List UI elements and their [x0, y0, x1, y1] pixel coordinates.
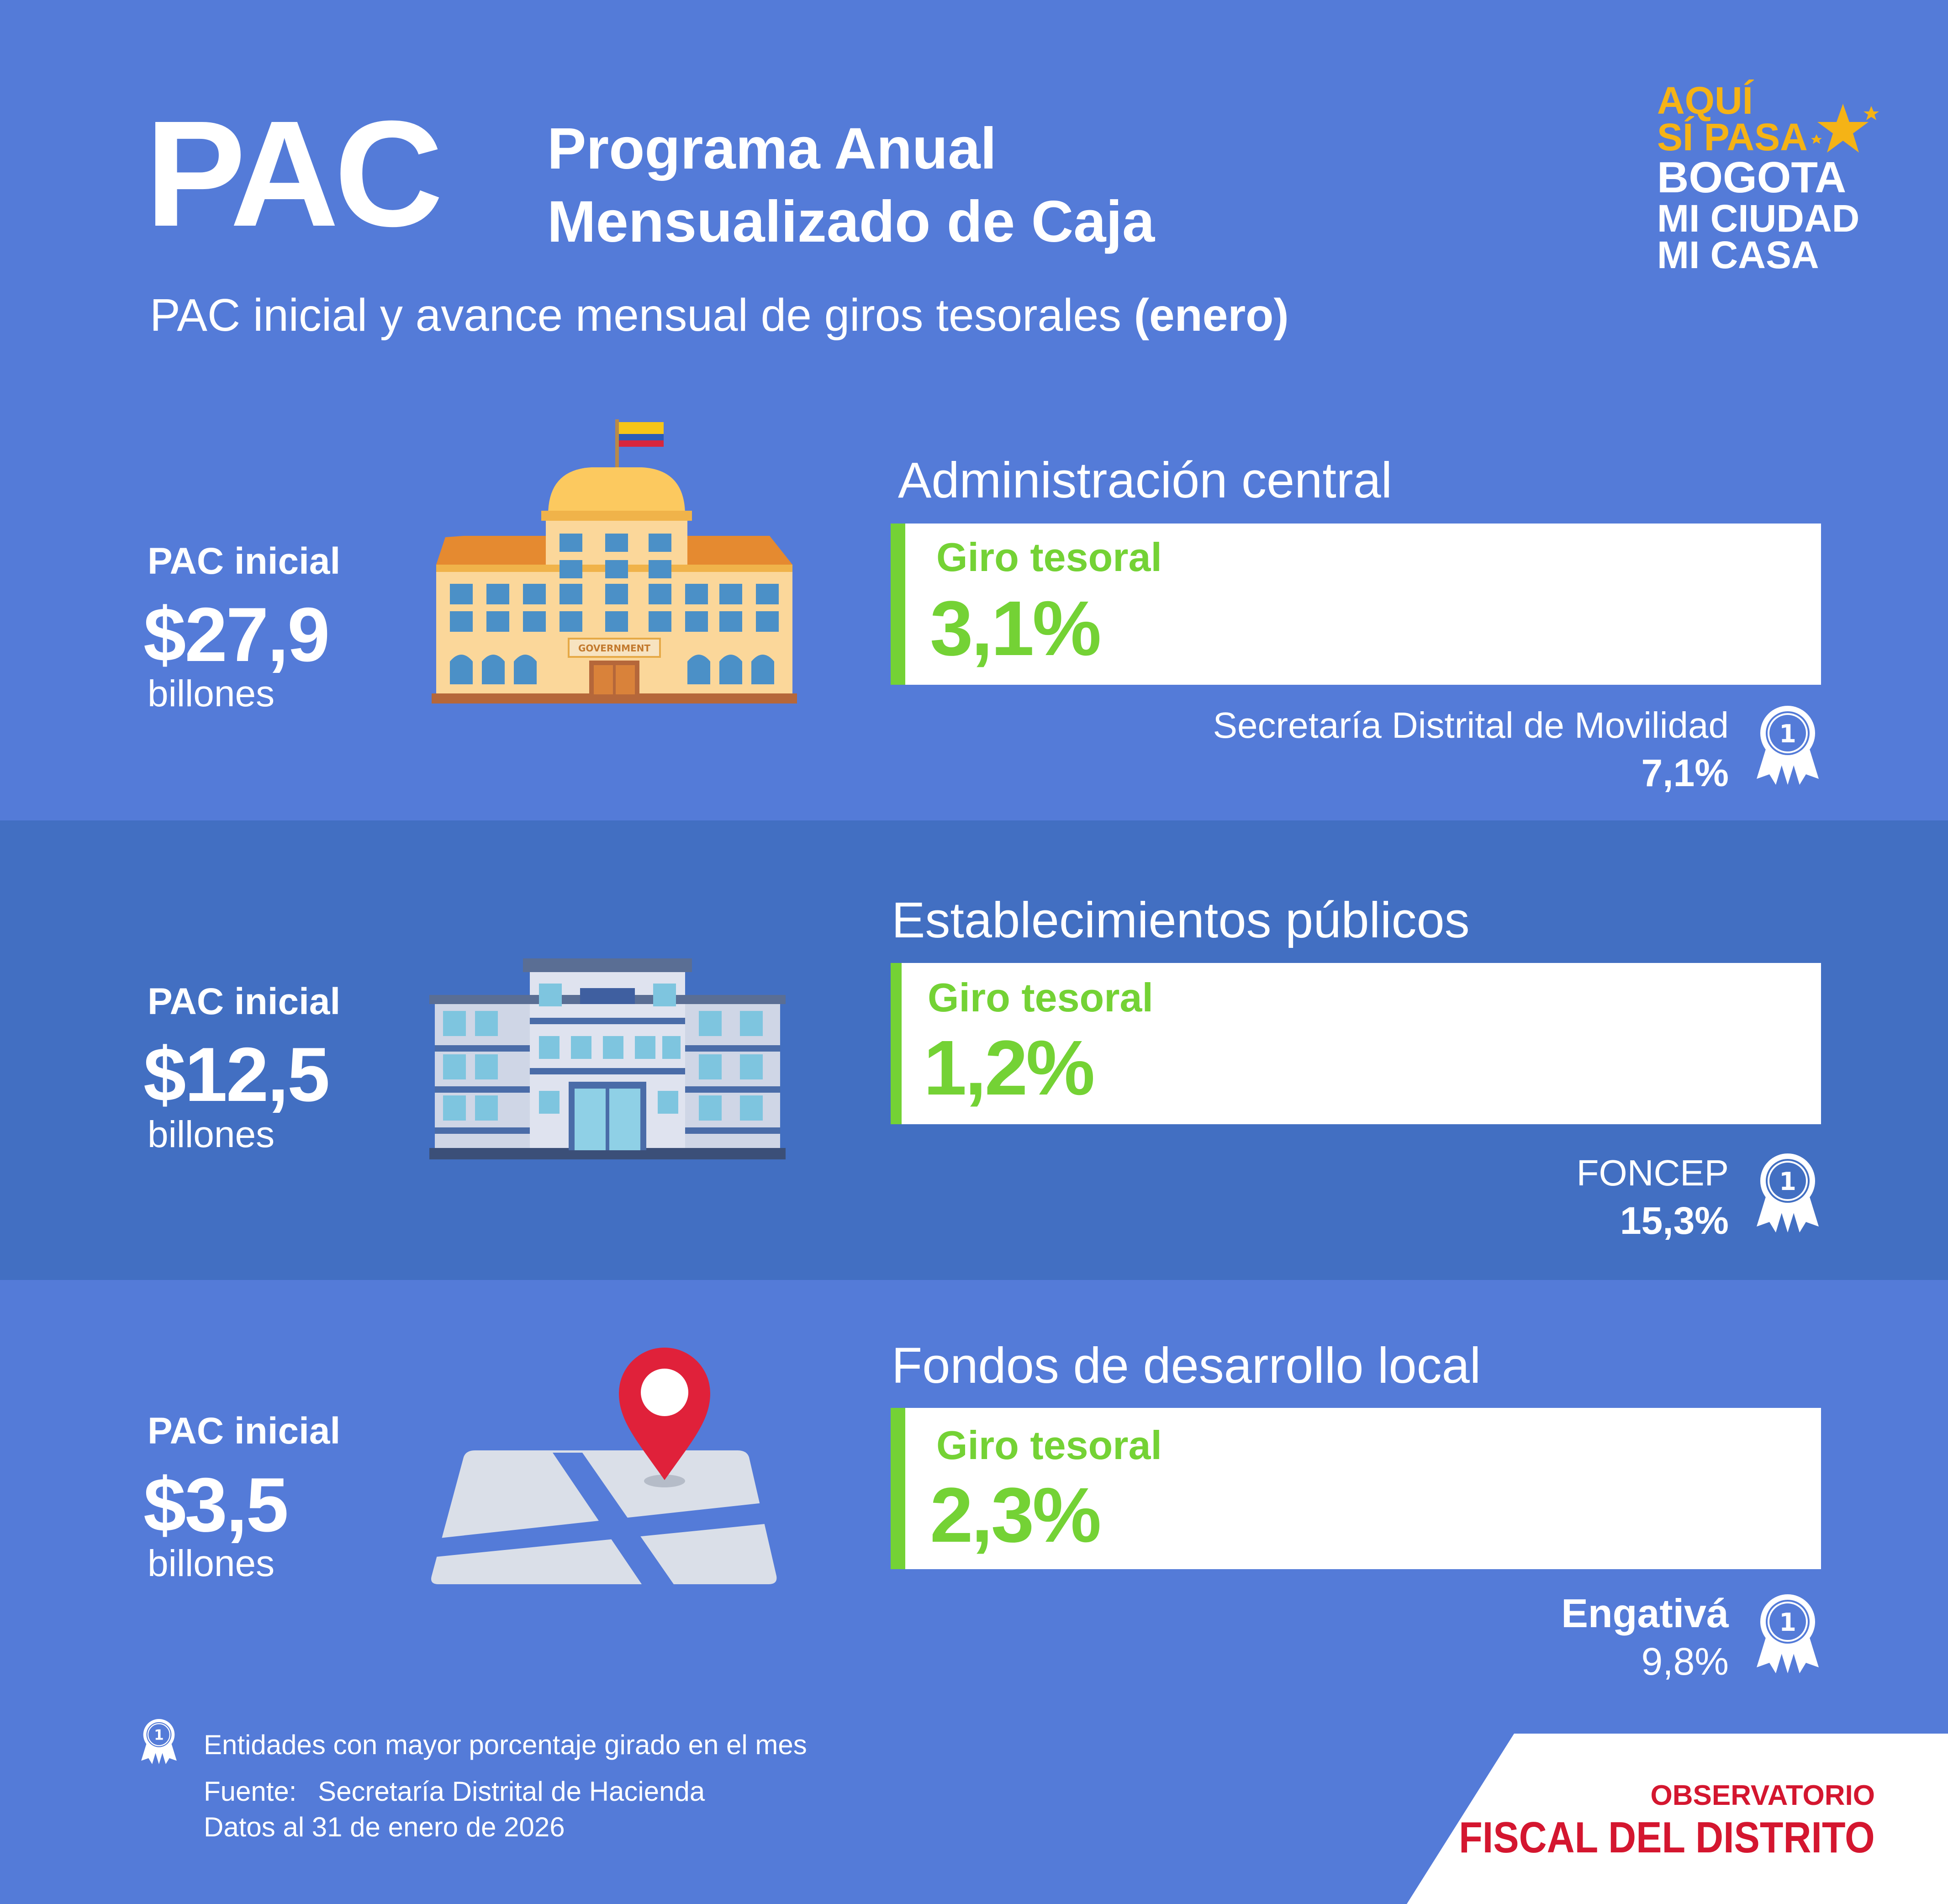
observatory-line-2: FISCAL DEL DISTRITO	[1459, 1813, 1875, 1862]
pac-label-2: PAC inicial	[148, 981, 341, 1022]
logo-line-4: MI CIUDAD	[1657, 197, 1860, 240]
rank-number-3: 1	[1779, 1608, 1796, 1637]
government-building-icon	[432, 419, 797, 712]
pac-unit-1: billones	[148, 673, 275, 714]
source-value: Secretaría Distrital de Hacienda	[318, 1776, 705, 1807]
logo-line-3: BOGOTA	[1657, 153, 1847, 202]
logo-line-5: MI CASA	[1657, 233, 1819, 276]
pac-unit-3: billones	[148, 1543, 275, 1584]
logo-line-2: SÍ PASA	[1657, 116, 1808, 159]
giro-card-1	[891, 524, 1821, 685]
top-entity-2: FONCEP	[1576, 1153, 1729, 1193]
subtitle-month: (enero)	[1134, 290, 1289, 341]
giro-card-2	[891, 963, 1821, 1124]
section-title-3: Fondos de desarrollo local	[892, 1338, 1481, 1394]
rank-medal-icon	[1756, 1592, 1820, 1677]
pac-unit-2: billones	[148, 1114, 275, 1155]
top-value-3: 9,8%	[1641, 1640, 1729, 1683]
date-note: Datos al 31 de enero de 2026	[204, 1812, 565, 1842]
title-line-1: Programa Anual	[547, 116, 997, 181]
observatory-line-1: OBSERVATORIO	[1650, 1780, 1875, 1811]
pac-amount-1: $27,9	[143, 592, 329, 677]
title-line-2: Mensualizado de Caja	[547, 189, 1155, 254]
card-value-3: 2,3%	[930, 1472, 1100, 1559]
rank-medal-icon	[1756, 703, 1820, 788]
pac-amount-3: $3,5	[143, 1462, 287, 1548]
top-value-1: 7,1%	[1641, 751, 1729, 794]
logo-line-1: AQUÍ	[1657, 79, 1753, 122]
card-value-2: 1,2%	[924, 1025, 1093, 1111]
legend-medal-icon	[141, 1717, 177, 1767]
office-building-icon	[429, 958, 786, 1159]
page-subtitle	[150, 290, 1289, 341]
top-value-2: 15,3%	[1620, 1199, 1729, 1242]
section-title-1: Administración central	[898, 452, 1393, 508]
top-entity-3: Engativá	[1561, 1591, 1729, 1636]
building-sign: GOVERNMENT	[578, 643, 651, 654]
legend-text: Entidades con mayor porcentaje girado en el mes	[204, 1729, 807, 1760]
map-pin-icon	[427, 1343, 783, 1587]
card-label-2: Giro tesoral	[928, 975, 1153, 1020]
star-icon	[1811, 101, 1879, 161]
card-label-1: Giro tesoral	[936, 534, 1162, 580]
pac-label-1: PAC inicial	[148, 540, 341, 582]
rank-medal-icon	[1756, 1151, 1820, 1236]
giro-card-3	[891, 1408, 1821, 1569]
rank-number-1: 1	[1779, 719, 1796, 748]
card-value-1: 3,1%	[930, 585, 1100, 672]
source-label: Fuente:	[204, 1776, 297, 1807]
pac-acronym: PAC	[145, 89, 439, 258]
pac-label-3: PAC inicial	[148, 1410, 341, 1452]
section-title-2: Establecimientos públicos	[892, 892, 1470, 948]
card-label-3: Giro tesoral	[936, 1423, 1162, 1468]
subtitle-main: PAC inicial y avance mensual de giros tesorales	[150, 290, 1121, 341]
pac-amount-2: $12,5	[143, 1031, 329, 1117]
rank-number-2: 1	[1779, 1167, 1796, 1196]
top-entity-1: Secretaría Distrital de Movilidad	[1213, 705, 1729, 746]
source-line	[204, 1778, 705, 1805]
legend-rank-number: 1	[154, 1727, 164, 1744]
